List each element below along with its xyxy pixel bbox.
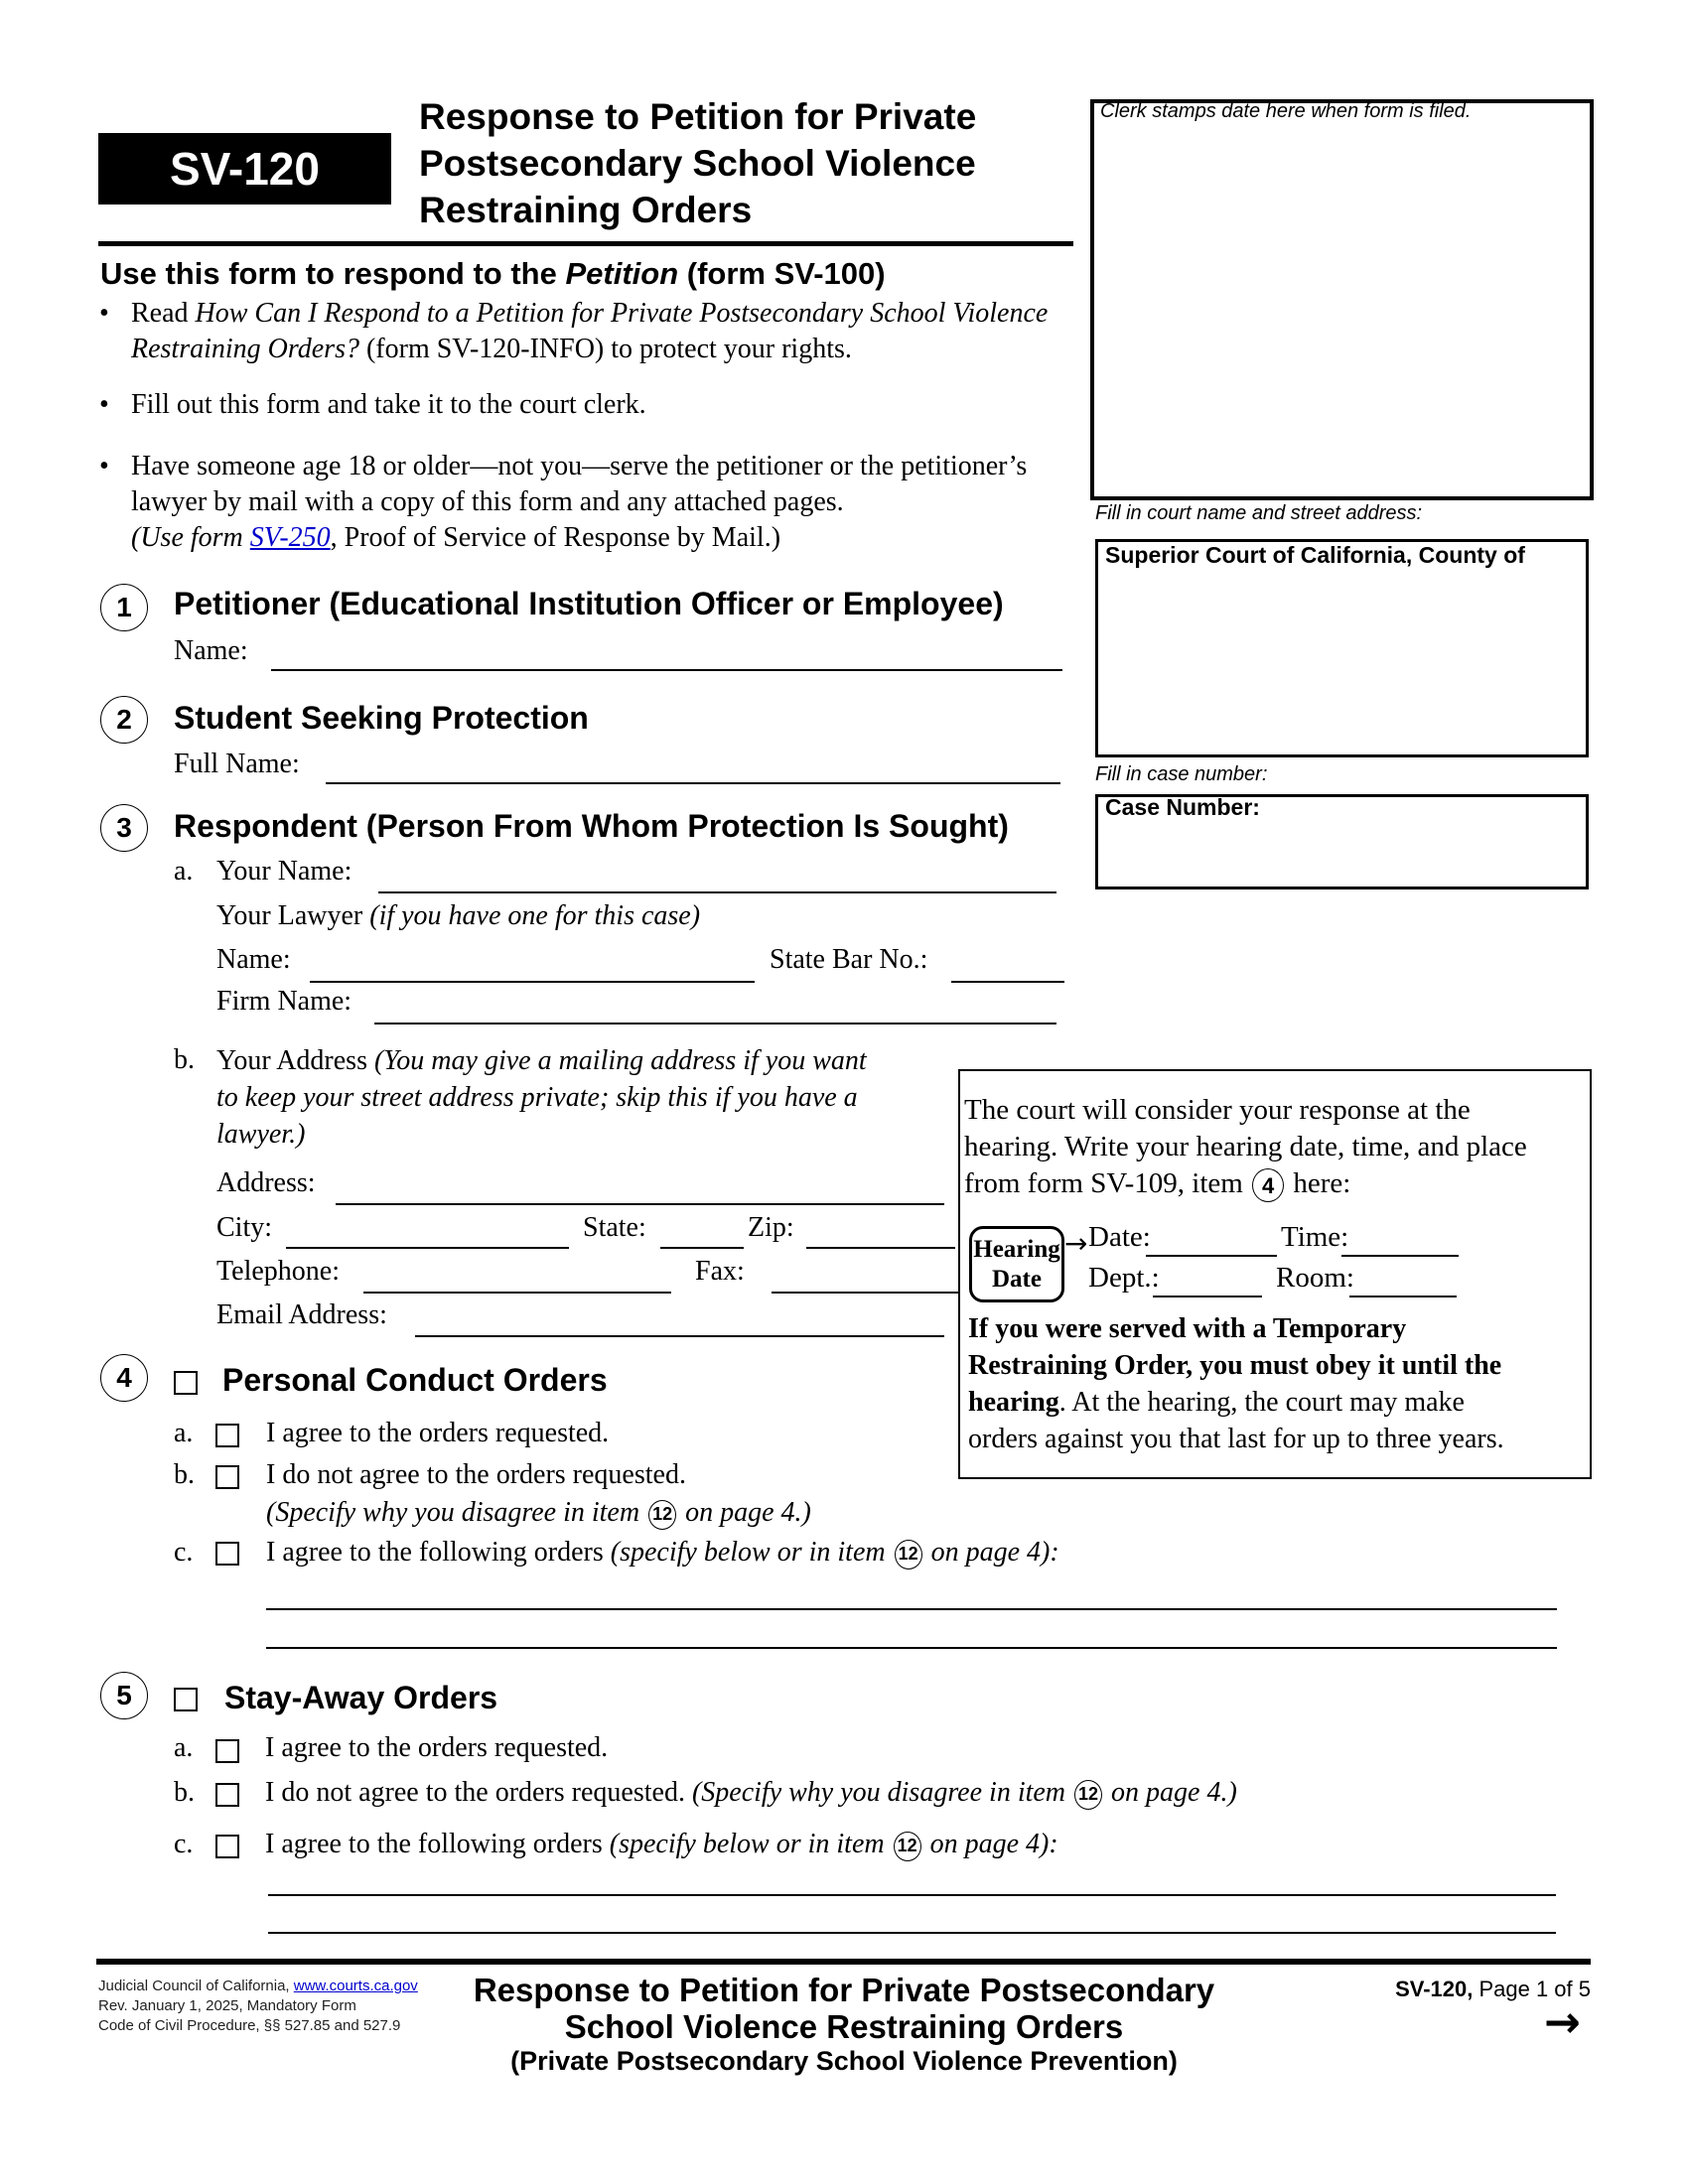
item-number-5: 5 <box>100 1672 148 1719</box>
telephone-field[interactable] <box>363 1292 671 1294</box>
s5b-text <box>265 1777 1237 1810</box>
item-letter: a. <box>174 1732 194 1763</box>
form-title-line: Postsecondary School Violence <box>419 143 976 184</box>
item-letter: a. <box>174 856 194 887</box>
petitioner-name-field[interactable] <box>271 669 1062 671</box>
s5c-text <box>265 1829 1058 1861</box>
item-letter: b. <box>174 1777 195 1808</box>
footer-subtitle: (Private Postsecondary School Violence Prevention) <box>510 2046 1178 2076</box>
hearing-instructions <box>964 1092 1527 1202</box>
item-ref-4: 4 <box>1252 1168 1284 1202</box>
petitioner-name-label: Name: <box>174 635 248 666</box>
s5a-text: I agree to the orders requested. <box>265 1732 609 1763</box>
header-rule <box>98 241 1073 246</box>
item-letter: c. <box>174 1537 194 1568</box>
hearing-room-label: Room: <box>1276 1262 1354 1294</box>
section-3-title: Respondent (Person From Whom Protection Is Sought) <box>174 808 1009 844</box>
s4b-text: I do not agree to the orders requested. <box>266 1459 686 1490</box>
footer-meta <box>98 1977 418 2036</box>
zip-field[interactable] <box>806 1247 955 1249</box>
intro-heading-text: Use this form to respond to the <box>100 256 566 291</box>
bullet-note: , Proof of Service of Response by Mail.) <box>330 522 781 553</box>
form-title-line: Restraining Orders <box>419 190 753 230</box>
council-text: Judicial Council of California, <box>98 1978 294 1994</box>
s5a-agree-checkbox[interactable] <box>215 1739 239 1763</box>
sv-250-link[interactable]: SV-250 <box>249 522 331 553</box>
tro-warning <box>968 1310 1504 1457</box>
bullet-text: (form SV-120-INFO) to protect your rights. <box>358 334 852 364</box>
s4c-agree-following-checkbox[interactable] <box>215 1542 239 1566</box>
form-title-line: Response to Petition for Private <box>419 96 977 137</box>
item-letter: b. <box>174 1044 195 1075</box>
lawyer-note: (if you have one for this case) <box>369 900 701 931</box>
section-4-title: Personal Conduct Orders <box>222 1362 608 1398</box>
item-ref-12: 12 <box>895 1540 922 1570</box>
form-id: SV-120 <box>170 143 320 195</box>
telephone-label: Telephone: <box>216 1256 340 1287</box>
option-text: I agree to the following orders <box>266 1537 611 1568</box>
bullet-text: Fill out this form and take it to the court clerk. <box>131 389 646 420</box>
hearing-time-label: Time: <box>1281 1221 1349 1253</box>
zip-label: Zip: <box>748 1212 794 1243</box>
case-number-label: Case Number: <box>1105 794 1260 820</box>
email-label: Email Address: <box>216 1299 387 1330</box>
bullet-text: Have someone age 18 or older—not you—serve the petitioner or the petitioner’s lawyer by mail with a copy of this form and any attached pages. <box>131 451 1028 517</box>
s4b-disagree-checkbox[interactable] <box>215 1465 239 1489</box>
lawyer-name-field[interactable] <box>310 981 755 983</box>
footer-title-line: School Violence Restraining Orders <box>564 2008 1124 2045</box>
footer-title-line: Response to Petition for Private Postsecondary <box>473 1972 1215 2008</box>
clerk-stamp-caption: Clerk stamps date here when form is filed. <box>1100 100 1472 122</box>
s5c-specify-line-1[interactable] <box>268 1894 1556 1896</box>
hearing-room-field[interactable] <box>1349 1296 1457 1297</box>
s4a-agree-checkbox[interactable] <box>215 1424 239 1447</box>
s5c-specify-line-2[interactable] <box>268 1932 1556 1934</box>
item-number-3: 3 <box>100 804 148 852</box>
note-text: on page 4): <box>922 1829 1058 1859</box>
city-label: City: <box>216 1212 273 1243</box>
option-text: I agree to the following orders <box>265 1829 610 1859</box>
address-note: (You may give a mailing address if you want <box>373 1045 867 1076</box>
address-note: lawyer.) <box>216 1119 306 1150</box>
bullet-icon: • <box>99 298 109 329</box>
state-bar-label: State Bar No.: <box>770 944 928 975</box>
address-field[interactable] <box>336 1203 944 1205</box>
student-full-name-field[interactable] <box>326 782 1060 784</box>
note-text: (Specify why you disagree in item <box>691 1777 1073 1808</box>
stay-away-orders-checkbox[interactable] <box>174 1688 198 1711</box>
fax-field[interactable] <box>772 1292 958 1294</box>
arrow-right-icon: → <box>1064 1227 1088 1260</box>
item-ref-12: 12 <box>894 1832 921 1861</box>
bullet-note: (Use form <box>131 522 250 553</box>
warning-text: Restraining Order, you must obey it until the <box>968 1350 1502 1381</box>
hearing-dept-label: Dept.: <box>1088 1262 1160 1294</box>
firm-name-label: Firm Name: <box>216 986 352 1017</box>
lawyer-label-text: Your Lawyer <box>216 900 370 931</box>
court-label: Superior Court of California, County of <box>1105 542 1525 568</box>
intro-bullet <box>99 296 1072 367</box>
your-name-field[interactable] <box>378 891 1056 893</box>
firm-name-field[interactable] <box>374 1023 1056 1024</box>
state-field[interactable] <box>660 1247 744 1249</box>
your-address-label <box>216 1042 867 1153</box>
s5c-agree-following-checkbox[interactable] <box>215 1835 239 1858</box>
warning-text: hearing <box>968 1387 1059 1418</box>
item-ref-12: 12 <box>648 1500 676 1530</box>
item-letter: c. <box>174 1829 194 1859</box>
hearing-date-label: Date: <box>1088 1221 1151 1253</box>
item-number-4: 4 <box>100 1354 148 1402</box>
hearing-instruction-line: The court will consider your response at the <box>964 1094 1471 1126</box>
note-text: (specify below or in item <box>609 1829 892 1859</box>
clerk-stamp-box <box>1090 99 1594 500</box>
address-label: Address: <box>216 1167 316 1198</box>
revision-date: Rev. January 1, 2025, Mandatory Form <box>98 1997 356 2014</box>
hearing-time-field[interactable] <box>1341 1255 1459 1257</box>
section-5-title: Stay-Away Orders <box>224 1680 498 1715</box>
footer-form-id: SV-120, <box>1395 1977 1474 2001</box>
hearing-date-field[interactable] <box>1146 1255 1277 1257</box>
footer-title <box>457 1972 1231 2077</box>
item-number-2: 2 <box>100 696 148 744</box>
hearing-instruction-line: from form SV-109, item <box>964 1167 1251 1199</box>
bullet-italic: How Can I Respond to a Petition for Private Postsecondary School Violence Restraining Orders? <box>131 298 1049 364</box>
bullet-text: Read <box>131 298 196 329</box>
item-ref-12: 12 <box>1074 1780 1102 1810</box>
note-text: on page 4): <box>923 1537 1059 1568</box>
s4b-note <box>266 1497 811 1530</box>
hearing-date-badge <box>969 1226 1064 1302</box>
note-text: (specify below or in item <box>610 1537 893 1568</box>
s4a-text: I agree to the orders requested. <box>266 1418 610 1448</box>
hearing-instruction-line: here: <box>1286 1167 1351 1199</box>
warning-text: . At the hearing, the court may make <box>1058 1387 1465 1418</box>
city-field[interactable] <box>286 1247 569 1249</box>
s4c-specify-line-1[interactable] <box>266 1608 1557 1610</box>
fax-label: Fax: <box>695 1256 745 1287</box>
address-note: to keep your street address private; skip this if you have a <box>216 1082 858 1113</box>
personal-conduct-orders-checkbox[interactable] <box>174 1371 198 1395</box>
email-field[interactable] <box>415 1335 944 1337</box>
address-label-text: Your Address <box>216 1045 374 1076</box>
warning-text: If you were served with a Temporary <box>968 1313 1407 1344</box>
intro-heading <box>100 256 886 292</box>
next-page-arrow-icon[interactable]: → <box>1544 1997 1581 2048</box>
section-2-title: Student Seeking Protection <box>174 700 589 736</box>
footer-rule <box>96 1959 1591 1965</box>
state-label: State: <box>583 1212 646 1243</box>
section-1-title: Petitioner (Educational Institution Officer or Employee) <box>174 586 1004 621</box>
bullet-icon: • <box>99 451 109 481</box>
note-text: on page 4.) <box>678 1497 811 1528</box>
intro-bullet <box>99 449 1072 556</box>
intro-heading-italic: Petition <box>565 256 679 291</box>
court-name-field[interactable] <box>1095 539 1589 757</box>
form-id-badge <box>98 133 391 205</box>
badge-text: Hearing <box>973 1236 1060 1263</box>
code-reference: Code of Civil Procedure, §§ 527.85 and 527.9 <box>98 2017 401 2034</box>
courts-website-link[interactable]: www.courts.ca.gov <box>293 1978 418 1994</box>
badge-text: Date <box>992 1266 1042 1293</box>
court-caption: Fill in court name and street address: <box>1095 502 1423 524</box>
your-lawyer-label <box>216 900 700 932</box>
form-title <box>419 93 976 233</box>
s4c-specify-line-2[interactable] <box>266 1647 1557 1649</box>
intro-heading-text: (form SV-100) <box>678 256 886 291</box>
s4c-text <box>266 1537 1059 1570</box>
option-text: I do not agree to the orders requested. <box>265 1777 692 1808</box>
hearing-instruction-line: hearing. Write your hearing date, time, and place <box>964 1131 1527 1162</box>
s5b-disagree-checkbox[interactable] <box>215 1783 239 1807</box>
your-name-label: Your Name: <box>216 856 352 887</box>
item-number-1: 1 <box>100 584 148 631</box>
student-full-name-label: Full Name: <box>174 749 300 779</box>
note-text: (Specify why you disagree in item <box>266 1497 647 1528</box>
page-number: Page 1 of 5 <box>1473 1977 1591 2001</box>
warning-text: orders against you that last for up to three years. <box>968 1424 1504 1454</box>
case-caption: Fill in case number: <box>1095 763 1268 785</box>
item-letter: a. <box>174 1418 194 1448</box>
bullet-icon: • <box>99 389 109 420</box>
hearing-dept-field[interactable] <box>1153 1296 1262 1297</box>
state-bar-field[interactable] <box>951 981 1064 983</box>
lawyer-name-label: Name: <box>216 944 291 975</box>
intro-bullet <box>99 387 1072 423</box>
item-letter: b. <box>174 1459 195 1490</box>
note-text: on page 4.) <box>1104 1777 1237 1808</box>
